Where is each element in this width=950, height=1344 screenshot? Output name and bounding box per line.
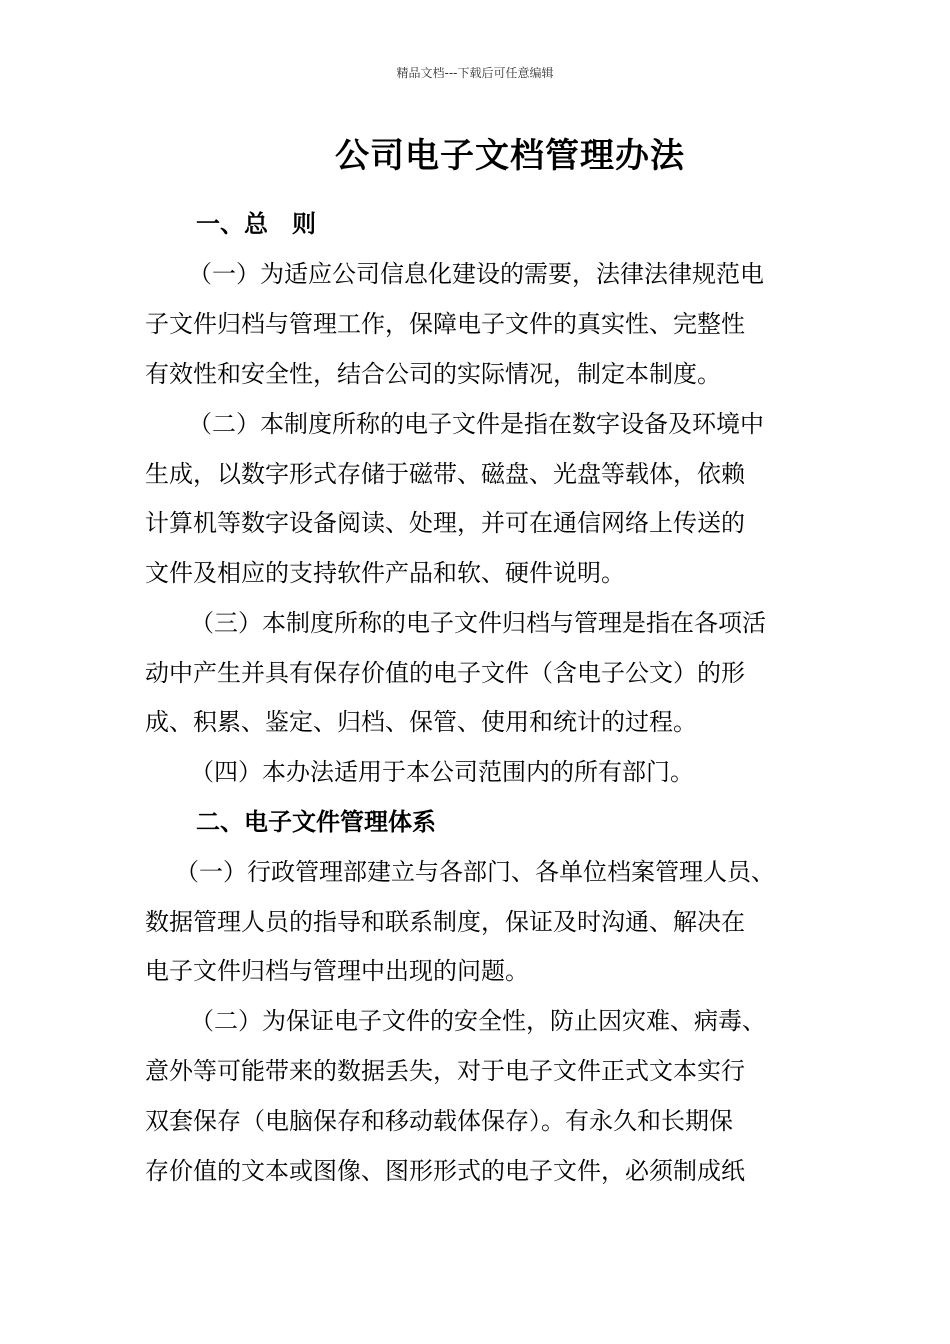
paragraph-line: 动中产生并具有保存价值的电子文件（含电子公文）的形 — [145, 659, 745, 687]
paragraph-line: （四）本办法适用于本公司范围内的所有部门。 — [190, 758, 694, 786]
paragraph-line: 存价值的文本或图像、图形形式的电子文件，必须制成纸 — [145, 1157, 745, 1185]
section-heading-system: 二、电子文件管理体系 — [196, 808, 436, 836]
paragraph-line: 双套保存（电脑保存和移动载体保存）。有永久和长期保 — [145, 1107, 733, 1135]
paragraph-line: 有效性和安全性，结合公司的实际情况，制定本制度。 — [145, 360, 721, 388]
paragraph-line: （三）本制度所称的电子文件归档与管理是指在各项活 — [190, 609, 766, 637]
paragraph-line: 生成，以数字形式存储于磁带、磁盘、光盘等载体，依赖 — [145, 460, 745, 488]
paragraph-line: 文件及相应的支持软件产品和软、硬件说明。 — [145, 559, 625, 587]
paragraph-line: （二）为保证电子文件的安全性，防止因灾难、病毒、 — [190, 1007, 766, 1035]
paragraph-line: 成、积累、鉴定、归档、保管、使用和统计的过程。 — [145, 708, 697, 736]
paragraph-line: 计算机等数字设备阅读、处理，并可在通信网络上传送的 — [145, 509, 745, 537]
paragraph-line: 意外等可能带来的数据丢失，对于电子文件正式文本实行 — [145, 1057, 745, 1085]
page-header-note: 精品文档---下载后可任意编辑 — [396, 66, 554, 80]
paragraph-line: 子文件归档与管理工作，保障电子文件的真实性、完整性 — [145, 310, 745, 338]
document-title: 公司电子文档管理办法 — [335, 136, 685, 176]
paragraph-line: 数据管理人员的指导和联系制度，保证及时沟通、解决在 — [145, 908, 745, 936]
section-heading-general: 一、总 则 — [196, 210, 316, 238]
paragraph-line: （一）行政管理部建立与各部门、各单位档案管理人员、 — [175, 858, 775, 886]
paragraph-line: （一）为适应公司信息化建设的需要，法律法律规范电 — [188, 260, 764, 288]
paragraph-line: （二）本制度所称的电子文件是指在数字设备及环境中 — [188, 410, 764, 438]
paragraph-line: 电子文件归档与管理中出现的问题。 — [145, 957, 529, 985]
